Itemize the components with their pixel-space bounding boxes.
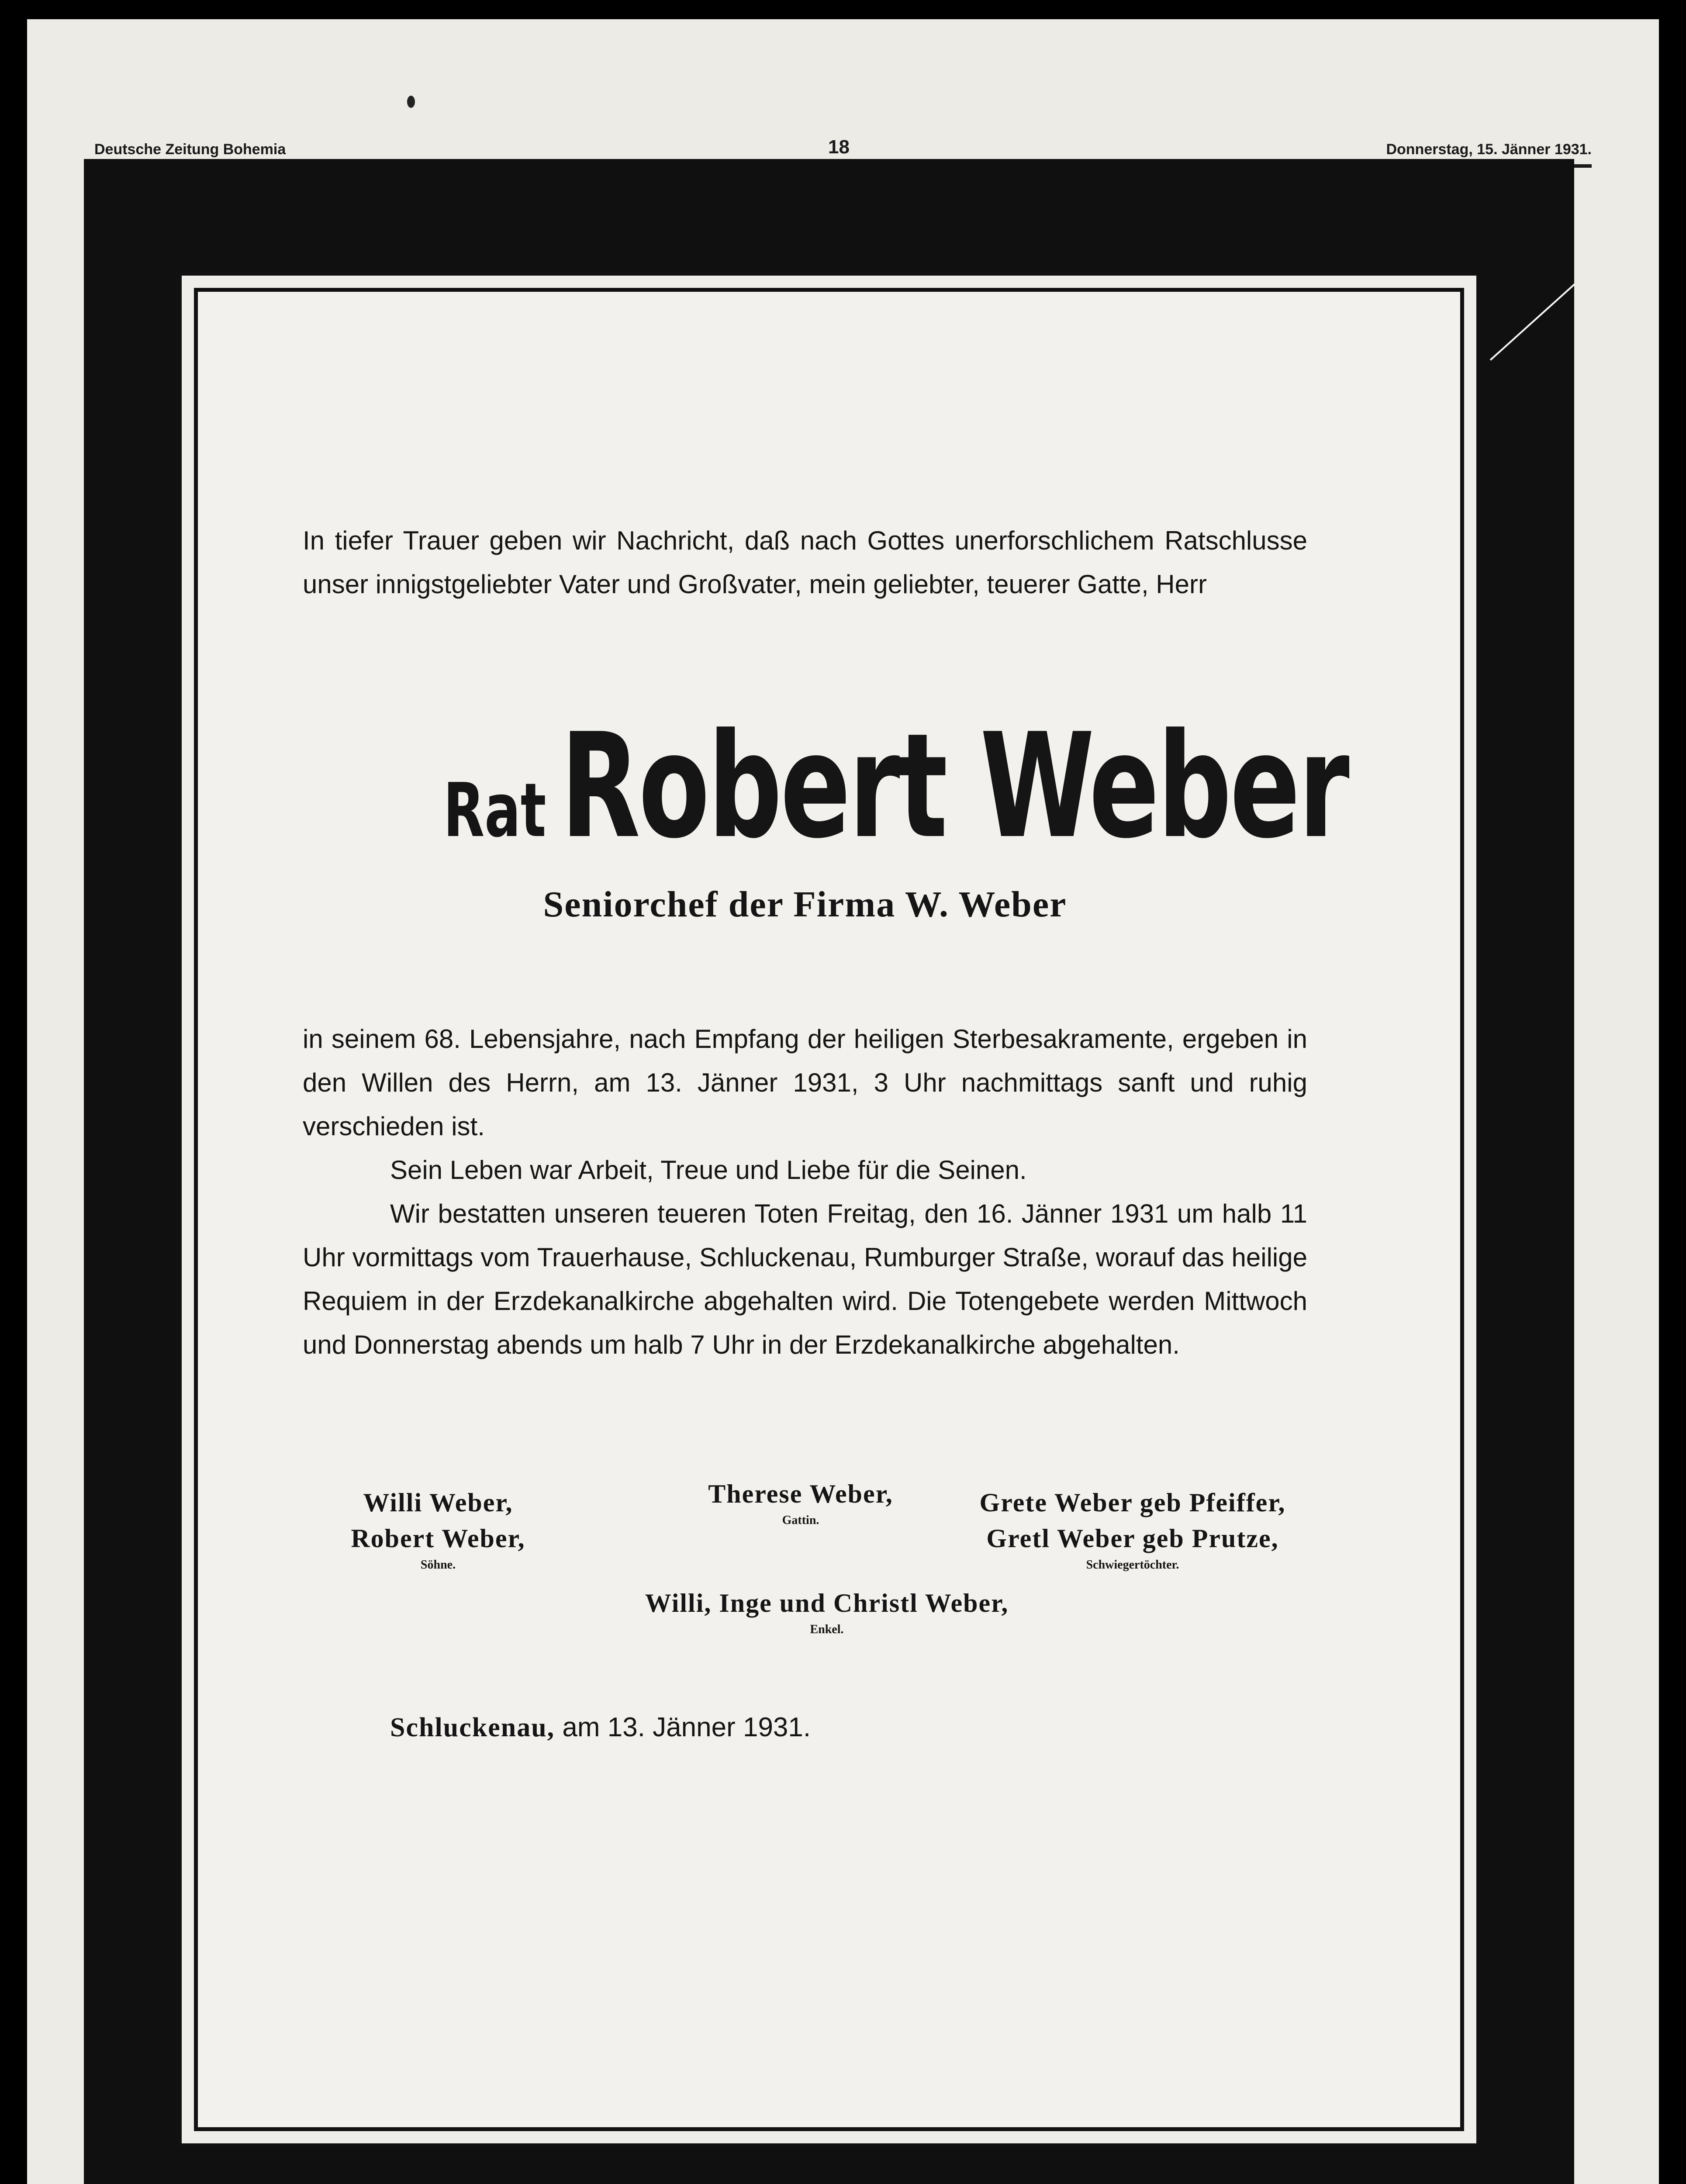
place-and-date	[390, 1712, 1307, 1743]
notice-body	[303, 1017, 1307, 1367]
daughters-in-law-group	[914, 1485, 1351, 1574]
deceased-name: Robert Weber	[560, 702, 1348, 870]
life-paragraph: Sein Leben war Arbeit, Treue und Liebe für die Seinen.	[390, 1155, 1027, 1185]
date: am 13. Jänner 1931.	[562, 1712, 811, 1742]
relation-label: Gattin.	[782, 1514, 819, 1527]
obituary-notice	[303, 519, 1348, 1743]
death-paragraph: in seinem 68. Lebensjahre, nach Empfang der heiligen Sterbesakramente, ergeben in den Willen des Herrn, am 13. Jänner 1931, 3 Uhr nachmittags sanft und ruhig verschieden ist.	[303, 1024, 1307, 1141]
notice-panel	[194, 288, 1464, 2131]
sons-group	[303, 1485, 574, 1574]
son-name: Robert Weber,	[351, 1524, 525, 1553]
mourning-border	[84, 159, 1574, 2184]
funeral-paragraph: Wir bestatten unseren teueren Toten Freitag, den 16. Jänner 1931 um halb 11 Uhr vormittags vom Trauerhause, Schluckenau, Rumburger Straße, worauf das heilige Requiem in der Erzdekanalkirche abgehalten wird. Die Totengebete werden Mittwoch und Donnerstag abends um halb 7 Uhr in der Erzdekanalkirche abgehalten.	[303, 1199, 1307, 1359]
inner-frame	[178, 272, 1480, 2147]
title-prefix: Rat	[443, 767, 546, 854]
daughter-in-law-name: Gretl Weber geb Prutze,	[986, 1524, 1279, 1553]
place: Schluckenau,	[390, 1713, 555, 1742]
ink-speck	[407, 96, 415, 108]
issue-date: Donnerstag, 15. Jänner 1931.	[1386, 141, 1592, 158]
deceased-position: Seniorchef der Firma W. Weber	[543, 884, 1067, 925]
wife-name: Therese Weber,	[708, 1479, 893, 1508]
son-name: Willi Weber,	[363, 1488, 513, 1517]
grandchildren-names: Willi, Inge und Christl Weber,	[645, 1589, 1009, 1617]
newspaper-name: Deutsche Zeitung Bohemia	[94, 141, 286, 158]
relation-label: Schwiegertöchter.	[1086, 1558, 1179, 1572]
relation-label: Enkel.	[810, 1623, 844, 1636]
intro-paragraph: In tiefer Trauer geben wir Nachricht, daß nach Gottes unerforschlichem Ratschlusse unser innigstgeliebter Vater und Großvater, mein geliebter, teuerer Gatte, Herr	[303, 526, 1307, 599]
relation-label: Söhne.	[420, 1558, 456, 1572]
mourners-list	[303, 1476, 1307, 1659]
grandchildren-group	[565, 1585, 1089, 1638]
page-number: 18	[828, 136, 850, 158]
newspaper-page	[27, 19, 1659, 2184]
daughter-in-law-name: Grete Weber geb Pfeiffer,	[979, 1488, 1286, 1517]
deceased-name-line	[443, 702, 1348, 870]
